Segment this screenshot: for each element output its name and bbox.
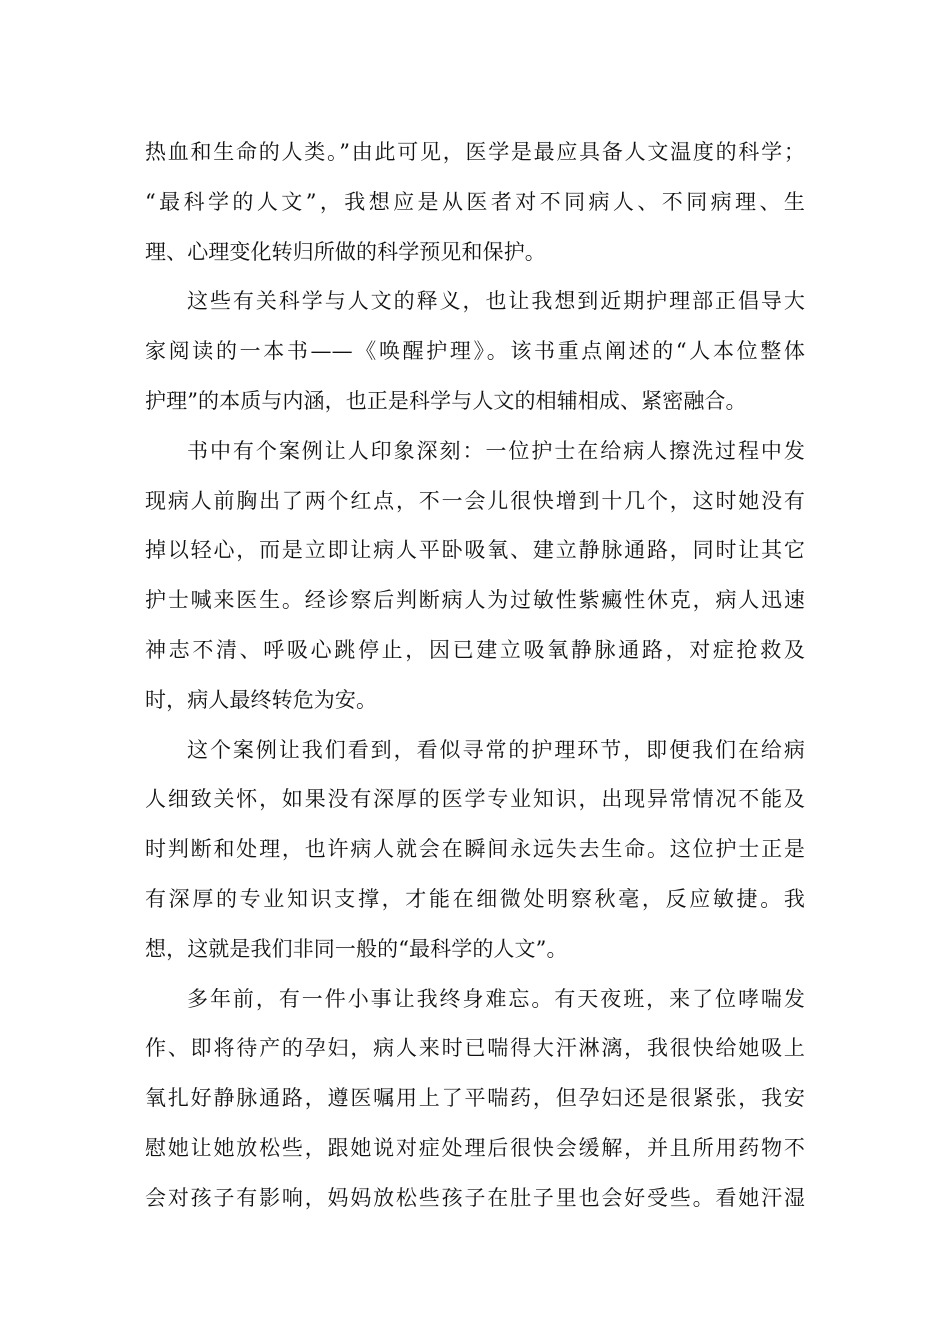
text-line: 热血和生命的人类。”由此可见，医学是最应具备人文温度的科学；: [145, 140, 805, 164]
text-line: 神志不清、呼吸心跳停止，因已建立吸氧静脉通路，对症抢救及: [145, 637, 805, 662]
text-line: 人细致关怀，如果没有深厚的医学专业知识，出现异常情况不能及: [145, 787, 805, 812]
text-line: 这些有关科学与人文的释义，也让我想到近期护理部正倡导大: [187, 289, 805, 314]
paragraph-5: [145, 975, 805, 1224]
text-line: 这个案例让我们看到，看似寻常的护理环节，即便我们在给病: [187, 737, 805, 762]
paragraph-3: [145, 427, 805, 726]
text-line: “最科学的人文”，我想应是从医者对不同病人、不同病理、生: [145, 189, 805, 214]
text-line: 氧扎好静脉通路，遵医嘱用上了平喘药，但孕妇还是很紧张，我安: [145, 1086, 805, 1111]
text-line: 理、心理变化转归所做的科学预见和保护。: [145, 239, 546, 264]
text-line: 书中有个案例让人印象深刻：一位护士在给病人擦洗过程中发: [187, 438, 805, 463]
text-line: 时判断和处理，也许病人就会在瞬间永远失去生命。这位护士正是: [145, 837, 805, 862]
text-line: 作、即将待产的孕妇，病人来时已喘得大汗淋漓，我很快给她吸上: [145, 1036, 805, 1061]
text-line: 有深厚的专业知识支撑，才能在细微处明察秋毫，反应敏捷。我: [145, 886, 805, 911]
text-line: 多年前，有一件小事让我终身难忘。有天夜班，来了位哮喘发: [187, 986, 805, 1011]
text-line: 现病人前胸出了两个红点，不一会儿很快增到十几个，这时她没有: [145, 488, 805, 513]
paragraph-1: [145, 128, 805, 277]
document-page: [145, 128, 805, 1224]
text-line: 会对孩子有影响，妈妈放松些孩子在肚子里也会好受些。看她汗湿: [145, 1185, 805, 1210]
paragraph-2: [145, 277, 805, 426]
text-line: 护理”的本质与内涵，也正是科学与人文的相辅相成、紧密融合。: [145, 388, 747, 413]
text-line: 想，这就是我们非同一般的“最科学的人文”。: [145, 936, 568, 961]
paragraph-4: [145, 726, 805, 975]
text-line: 护士喊来医生。经诊察后判断病人为过敏性紫癜性休克，病人迅速: [145, 588, 805, 613]
text-line: 家阅读的一本书——《唤醒护理》。该书重点阐述的“人本位整体: [145, 339, 805, 364]
text-line: 慰她让她放松些，跟她说对症处理后很快会缓解，并且所用药物不: [145, 1135, 805, 1160]
text-line: 时，病人最终转危为安。: [145, 687, 378, 712]
text-line: 掉以轻心，而是立即让病人平卧吸氧、建立静脉通路，同时让其它: [145, 538, 805, 563]
